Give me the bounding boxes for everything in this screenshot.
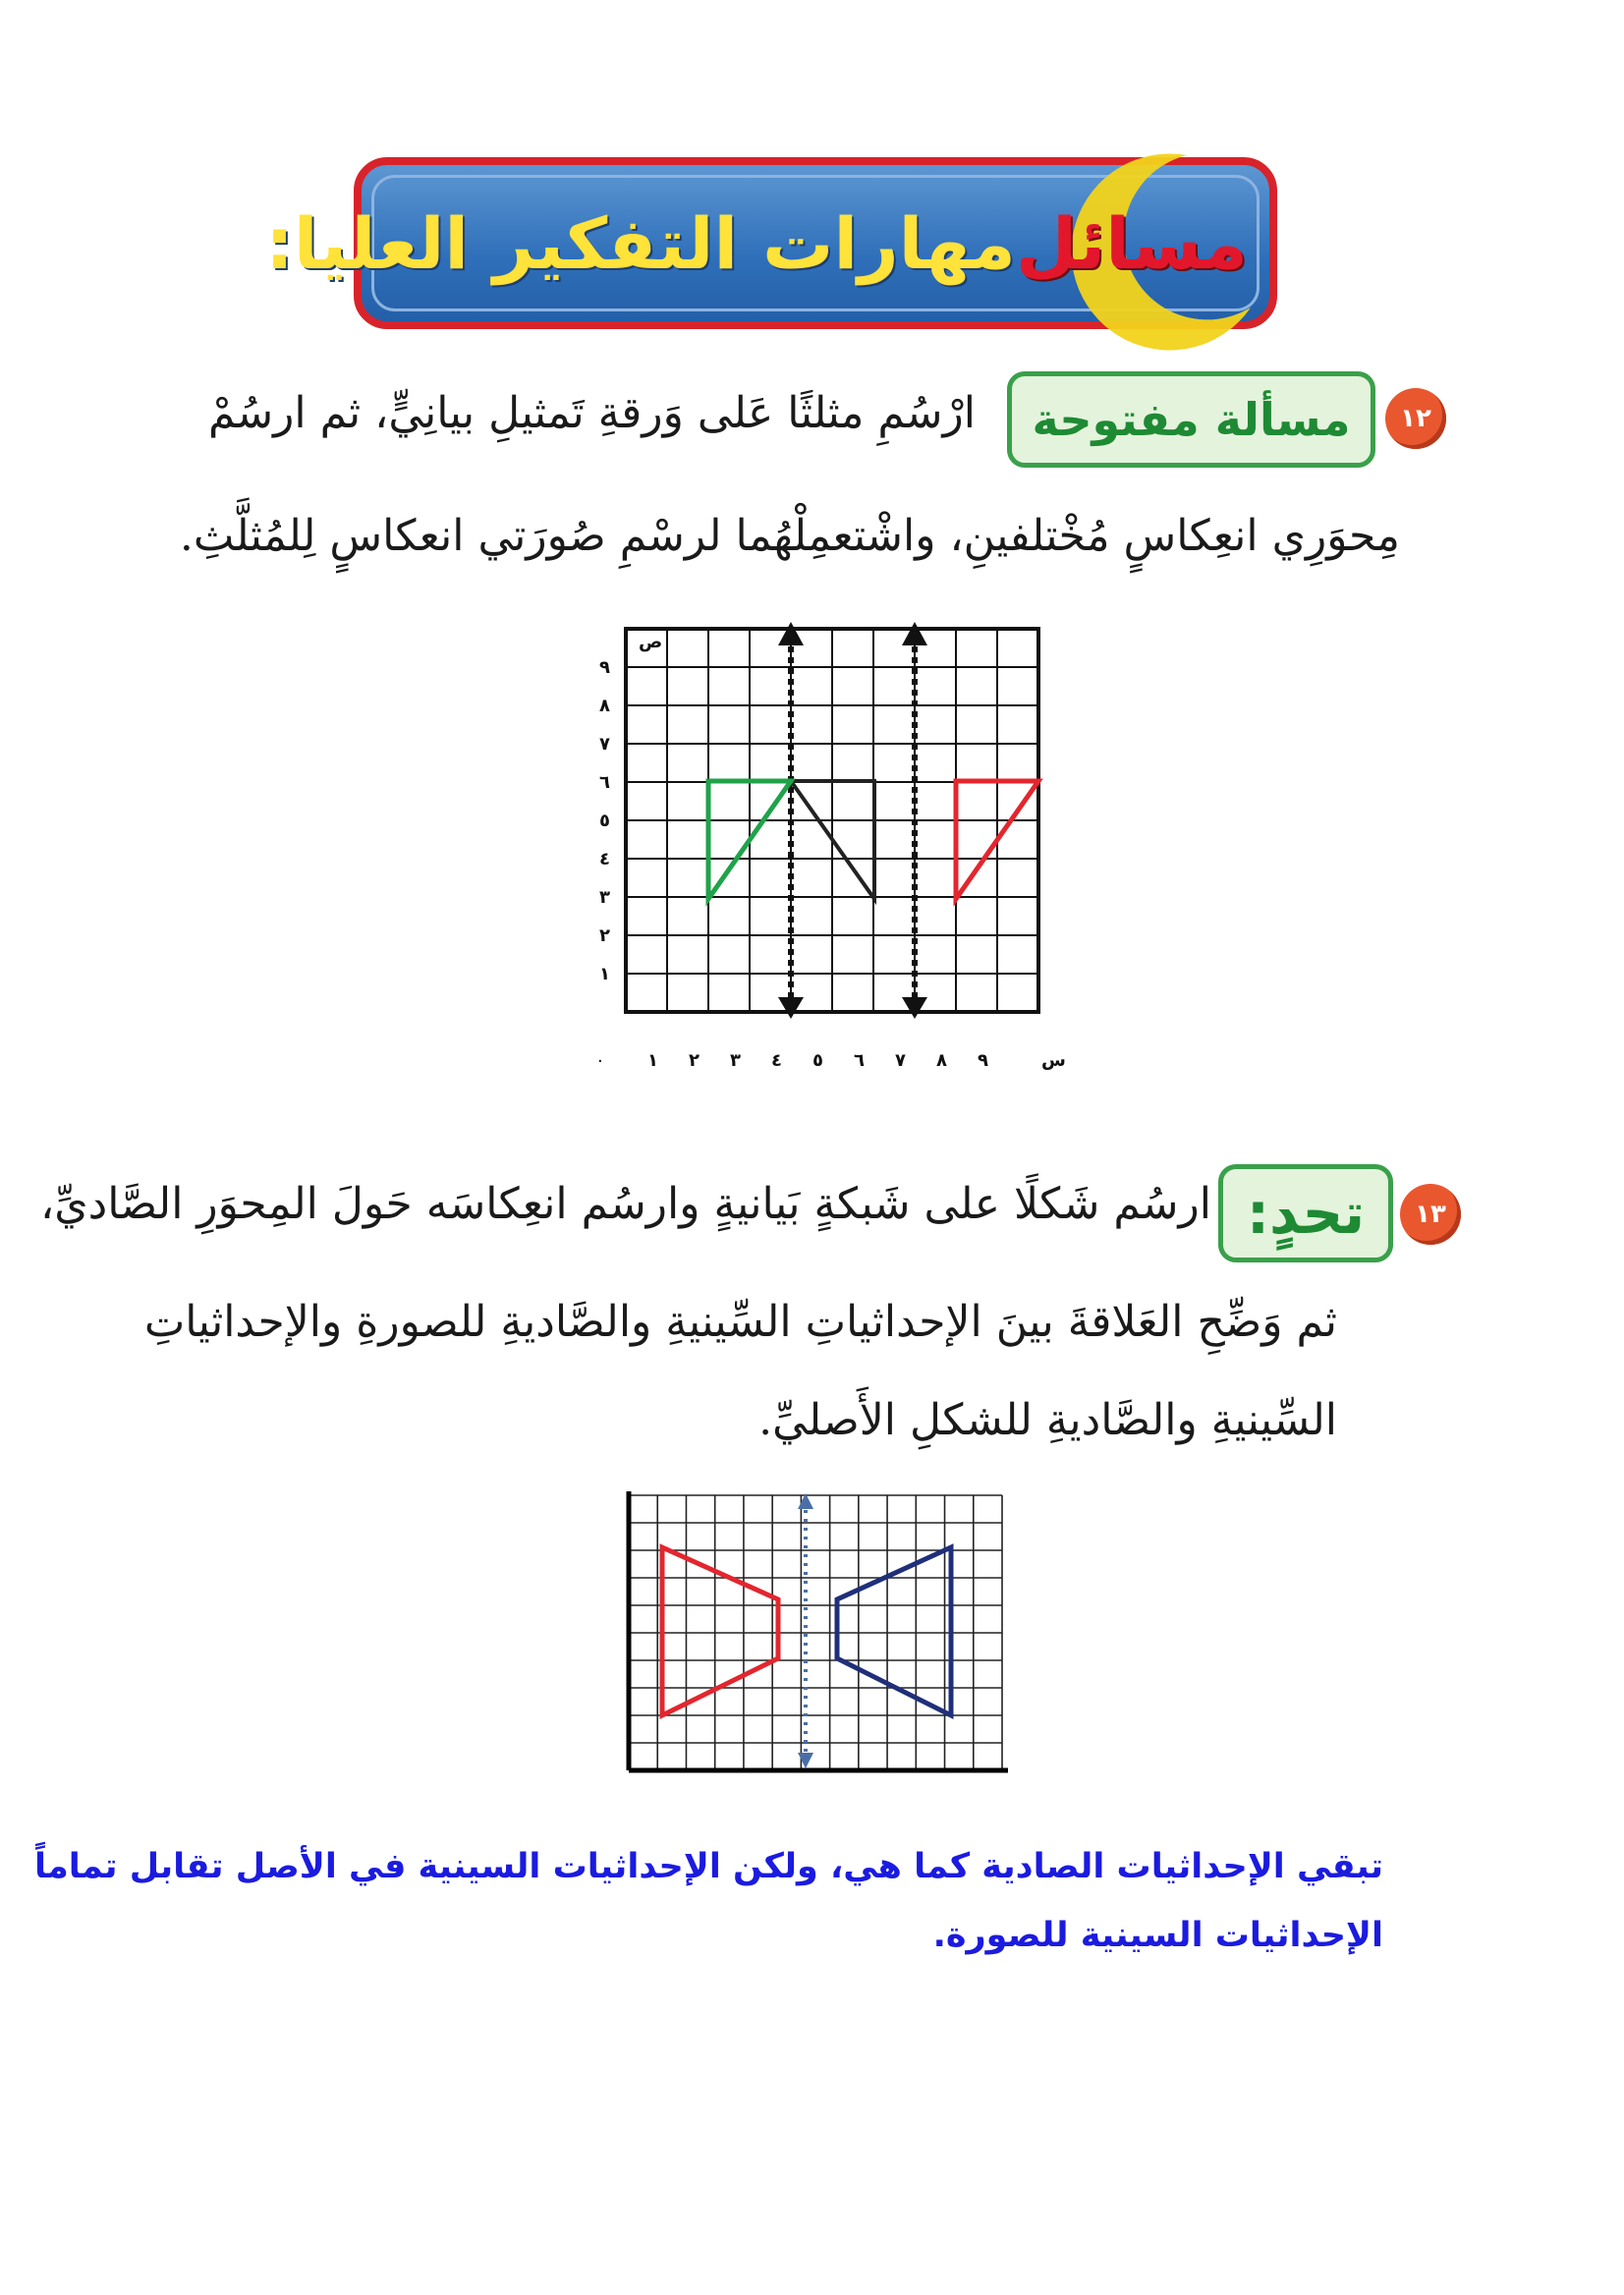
reflection-graph-2 — [619, 1483, 1032, 1788]
graph1-y-tick: ٧ — [599, 734, 610, 755]
page-title — [265, 165, 1248, 321]
graph1-y-axis-label: ص — [639, 632, 663, 652]
title-red-word: مسائل — [1015, 201, 1248, 285]
problem13-text-line2: ثم وَضِّحِ العَلاقةَ بينَ الإحداثياتِ السِّينيةِ والصَّاديةِ للصورةِ والإحداثياتِ — [143, 1297, 1337, 1347]
challenge-tag: تحدٍ: — [1218, 1164, 1393, 1262]
problem12-text-line1: ارْسُمِ مثلثًا عَلى وَرقةِ تَمثيلِ بيانِيٍّ، ثم ارسُمْ — [208, 388, 976, 438]
problem12-text-line2: مِحوَرِي انعِكاسٍ مُخْتلفينِ، واشْتعمِلْهُما لرسْمِ صُورَتي انعكاسٍ لِلمُثلَّثِ. — [179, 511, 1400, 561]
graph1-y-tick: ٢ — [599, 925, 610, 946]
title-banner — [265, 157, 1277, 329]
reflection-graph-1 — [570, 614, 1071, 1076]
graph1-grid — [626, 629, 1038, 1012]
problem13-text-line3: السِّينيةِ والصَّاديةِ للشكلِ الأَصليِّ. — [758, 1395, 1337, 1445]
blue-trapezoid — [837, 1547, 951, 1715]
problem13-text-line1: ارسُم شَكلًا على شَبكةٍ بَيانيةٍ وارسُم انعِكاسَه حَولَ المِحوَرِ الصَّاديِّ، — [40, 1179, 1211, 1229]
graph1-y-tick: ٤ — [599, 849, 610, 869]
graph1-x-tick: ٢ — [689, 1050, 700, 1071]
graph1-x-axis-label: س — [1041, 1050, 1066, 1071]
graph2-y-axis-mirror — [798, 1493, 813, 1768]
problem-number-badge: ١٢ — [1385, 388, 1446, 449]
answer-line1: تبقي الإحداثيات الصادية كما هي، ولكن الإحداثيات السينية في الأصل تقابل تماماً — [33, 1847, 1383, 1886]
graph1-x-tick-labels — [647, 1050, 988, 1071]
graph1-x-tick: ٥ — [812, 1050, 823, 1071]
graph1-y-tick: ٩ — [599, 657, 610, 678]
graph1-x-tick: ١ — [647, 1050, 658, 1071]
graph1-x-tick: ٨ — [936, 1050, 947, 1071]
problem-number-badge: ١٣ — [1400, 1184, 1461, 1245]
graph1-y-tick: ١ — [599, 964, 610, 984]
graph1-x-tick: ٤ — [771, 1050, 782, 1071]
graph1-x-tick: ٣ — [730, 1050, 741, 1071]
graph1-x-tick: ٧ — [895, 1050, 906, 1071]
graph1-origin-label: ٠ — [595, 1050, 605, 1071]
graph1-y-tick: ٦ — [599, 772, 610, 793]
graph1-y-tick: ٣ — [599, 887, 610, 908]
title-yellow-words: مهارات التفكير العليا: — [265, 201, 1016, 285]
graph1-x-tick: ٦ — [854, 1050, 865, 1071]
red-trapezoid — [662, 1547, 778, 1715]
graph1-y-tick: ٨ — [599, 696, 610, 716]
graph1-x-tick: ٩ — [978, 1050, 988, 1071]
graph1-y-tick: ٥ — [599, 811, 610, 831]
graph1-y-tick-labels — [599, 657, 610, 984]
open-problem-tag: مسألة مفتوحة — [1007, 371, 1375, 468]
answer-line2: الإحداثيات السينية للصورة. — [932, 1916, 1383, 1955]
